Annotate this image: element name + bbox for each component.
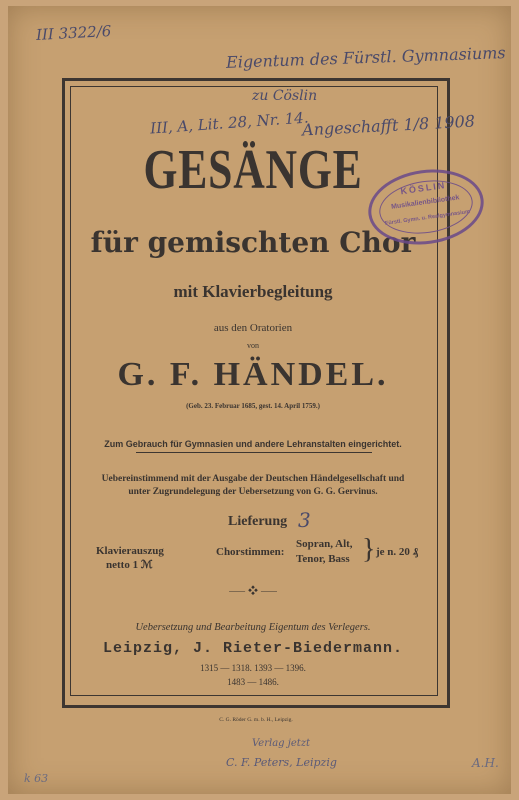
ornament-divider: ⸺ ❖ ⸺ [228, 586, 278, 597]
title: GESÄNGE [143, 139, 363, 201]
voices-line-2: Tenor, Bass [296, 553, 350, 565]
verlag-note: Verlag jetzt [252, 738, 311, 749]
lieferung-number: 3 [298, 508, 311, 532]
composer: G. F. HÄNDEL. [117, 356, 389, 393]
catalog-number: III 3322/6 [35, 22, 112, 44]
klavier-price: netto 1 ℳ [106, 559, 153, 571]
ownership-note-location: zu Cöslin [252, 88, 318, 104]
bottom-left-mark: k 63 [24, 772, 49, 785]
by: von [247, 341, 259, 350]
voices-line-1: Sopran, Alt, [296, 538, 353, 550]
ownership-note: Eigentum des Fürstl. Gymnasiums [225, 43, 506, 72]
stamp-middle-text: Musikalienbibliothek [390, 194, 460, 211]
bottom-right-mark: A.H. [472, 756, 499, 770]
shelf-mark: III, A, Lit. 28, Nr. 14. [149, 108, 310, 138]
printer-imprint: C. G. Röder G. m. b. H., Leipzig. [219, 717, 293, 723]
voices-price: je n. 20 ₰ [376, 546, 419, 558]
use-note: Zum Gebrauch für Gymnasien und andere Lehranstalten eingerichtet. [104, 439, 402, 449]
source: aus den Oratorien [213, 322, 293, 334]
subtitle: für gemischten Chor [90, 226, 416, 259]
lieferung-label: Lieferung [228, 514, 288, 529]
rights-note: Uebersetzung und Bearbeitung Eigentum des Verlegers. [135, 622, 371, 633]
publisher: Leipzig, J. Rieter-Biedermann. [102, 640, 404, 657]
stamp-bottom-text: Fürstl. Gymn. u. Realgymnasium [384, 208, 471, 227]
chor-label: Chorstimmen: [216, 546, 285, 558]
use-note-underline [136, 452, 372, 453]
voices-brace: } [362, 534, 376, 565]
edition-line-1: Uebereinstimmend mit der Ausgabe der Deutschen Händelgesellschaft und [101, 474, 405, 484]
stamp-top-text: KÖSLIN [399, 180, 447, 197]
plate-numbers-1: 1315 — 1318. 1393 — 1396. [200, 663, 306, 673]
verlag-name: C. F. Peters, Leipzig [226, 756, 337, 769]
klavier-label: Klavierauszug [96, 545, 164, 557]
composer-dates: (Geb. 23. Februar 1685, gest. 14. April 1759.) [186, 402, 320, 410]
accompaniment: mit Klavierbegleitung [173, 282, 333, 301]
plate-numbers-2: 1483 — 1486. [227, 677, 279, 687]
edition-line-2: unter Zugrundelegung der Uebersetzung von G. G. Gervinus. [128, 487, 378, 497]
acquired-note: Angeschafft 1/8 1908 [301, 111, 476, 140]
